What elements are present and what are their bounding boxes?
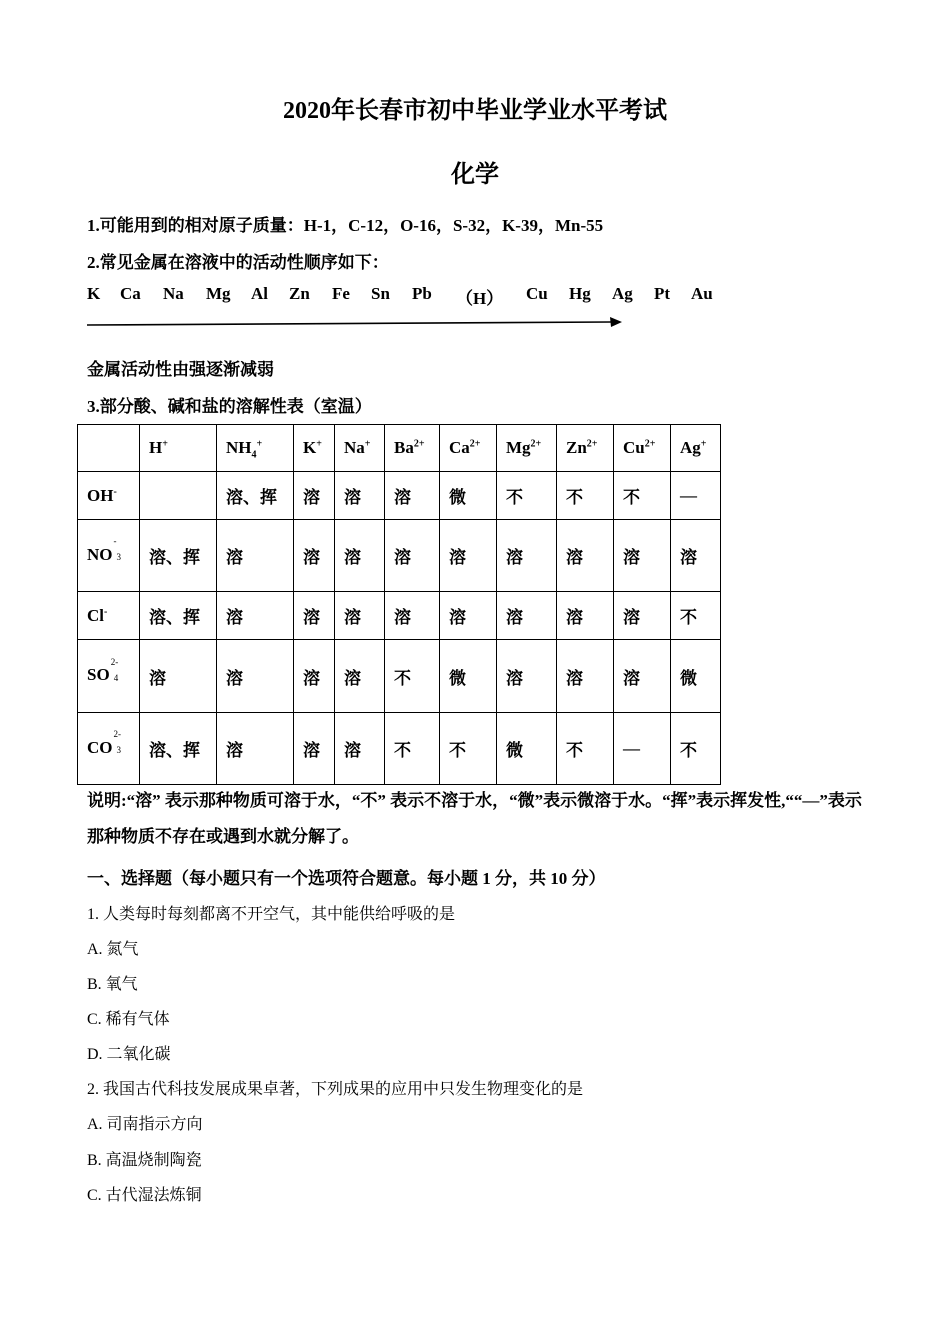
table-cell: 溶、挥 (140, 592, 217, 640)
table-explanation: 说明:“溶” 表示那种物质可溶于水，“不” 表示不溶于水，“微”表示微溶于水。“挥”表示挥发性,““—”表示那种物质不存在或遇到水就分解了。 (87, 791, 862, 846)
metal-symbol: Hg (569, 284, 591, 303)
table-cell: 不 (557, 472, 614, 520)
table-cell: 溶 (497, 520, 557, 592)
table-cell: 不 (385, 640, 440, 713)
table-cell: 微 (440, 472, 497, 520)
table-cell: 溶 (497, 592, 557, 640)
cation-header: $Mg^{2+}$ (497, 425, 557, 472)
metal-symbol: Pt (654, 284, 671, 303)
table-cell: 溶 (385, 520, 440, 592)
table-cell: 不 (671, 713, 721, 785)
table-cell: 溶 (440, 520, 497, 592)
note-atomic-masses: 1.可能用到的相对原子质量：H-1，C-12，O-16，S-32，K-39，Mn-55 (87, 216, 604, 235)
table-row (78, 472, 721, 520)
cation-header: $NH_4^+$ (217, 425, 294, 472)
anion-header: OH- (78, 472, 140, 520)
option-d[interactable]: D. 二氧化碳 (87, 1046, 171, 1063)
table-cell: 溶 (557, 640, 614, 713)
table-cell: 溶 (217, 592, 294, 640)
table-cell: — (614, 713, 671, 785)
table-cell: 溶 (335, 592, 385, 640)
table-cell: 溶 (440, 592, 497, 640)
table-cell: 溶 (385, 472, 440, 520)
option-a[interactable]: A. 司南指示方向 (87, 1116, 203, 1133)
table-cell: — (671, 472, 721, 520)
cation-header: Na+ (335, 425, 385, 472)
table-cell: 溶 (497, 640, 557, 713)
table-cell: 溶 (335, 640, 385, 713)
table-cell: 不 (440, 713, 497, 785)
page-title: 2020年长春市初中毕业学业水平考试 (283, 98, 667, 124)
metal-symbol: Ag (612, 284, 633, 303)
table-cell: 溶 (217, 520, 294, 592)
cation-header: Ag+ (671, 425, 721, 472)
table-cell: 微 (440, 640, 497, 713)
option-c[interactable]: C. 古代湿法炼铜 (87, 1187, 202, 1204)
table-cell: 不 (385, 713, 440, 785)
table-cell: 溶 (335, 520, 385, 592)
table-cell: 溶 (557, 520, 614, 592)
table-cell: 不 (557, 713, 614, 785)
option-b[interactable]: B. 氧气 (87, 976, 138, 993)
cation-header: K+ (294, 425, 335, 472)
option-c[interactable]: C. 稀有气体 (87, 1011, 170, 1028)
section-heading: 一、选择题（每小题只有一个选项符合题意。每小题 1 分，共 10 分） (87, 869, 606, 888)
anion-header: CO 2- 3 (78, 713, 140, 785)
metal-symbol: （H） (456, 289, 504, 308)
table-cell: 溶 (614, 640, 671, 713)
note-activity-series: 2.常见金属在溶液中的活动性顺序如下： (87, 253, 389, 272)
anion-header: NO - 3 (78, 520, 140, 592)
cation-header: $Cu^{2+}$ (614, 425, 671, 472)
table-cell: 溶 (217, 640, 294, 713)
table-cell: 溶 (217, 713, 294, 785)
metal-symbol: Fe (332, 284, 350, 303)
option-b[interactable]: B. 高温烧制陶瓷 (87, 1152, 202, 1169)
note-solubility-table: 3.部分酸、碱和盐的溶解性表（室温） (87, 397, 372, 416)
activity-arrow-icon (86, 312, 631, 332)
activity-caption: 金属活动性由强逐渐减弱 (87, 360, 274, 379)
anion-header: SO 2- 4 (78, 640, 140, 713)
table-header-row (78, 425, 721, 472)
table-cell: 溶 (294, 592, 335, 640)
table-cell: 溶 (557, 592, 614, 640)
solubility-table (77, 424, 721, 785)
table-cell: 溶 (671, 520, 721, 592)
table-cell: 溶 (335, 472, 385, 520)
cation-header: H+ (140, 425, 217, 472)
table-row (78, 713, 721, 785)
table-cell: 溶 (614, 520, 671, 592)
cation-header: $Ba^{2+}$ (385, 425, 440, 472)
table-cell: 不 (497, 472, 557, 520)
metal-symbol: Sn (371, 284, 390, 303)
metal-symbol: Au (691, 284, 713, 303)
table-cell: 溶 (385, 592, 440, 640)
question-stem: 2. 我国古代科技发展成果卓著，下列成果的应用中只发生物理变化的是 (87, 1081, 584, 1098)
table-cell: 溶 (294, 640, 335, 713)
table-cell (140, 472, 217, 520)
table-cell: 溶 (294, 472, 335, 520)
table-cell: 溶 (335, 713, 385, 785)
metal-symbol: Na (163, 284, 184, 303)
anion-header: Cl- (78, 592, 140, 640)
table-row (78, 640, 721, 713)
table-row (78, 520, 721, 592)
metal-symbol: Cu (526, 284, 548, 303)
table-cell: 溶、挥 (140, 713, 217, 785)
metal-symbol: Al (251, 284, 268, 303)
metal-symbol: Zn (289, 284, 310, 303)
table-cell: 微 (671, 640, 721, 713)
table-cell: 不 (614, 472, 671, 520)
table-cell: 溶 (294, 520, 335, 592)
table-cell: 溶 (294, 713, 335, 785)
metal-symbol: Mg (206, 284, 231, 303)
subject-title: 化学 (451, 162, 499, 188)
table-row (78, 592, 721, 640)
cation-header: $Ca^{2+}$ (440, 425, 497, 472)
question-stem: 1. 人类每时每刻都离不开空气，其中能供给呼吸的是 (87, 906, 456, 923)
metal-symbol: K (87, 284, 101, 303)
table-corner-cell (78, 425, 140, 472)
metal-activity-series (87, 284, 747, 306)
metal-symbol: Ca (120, 284, 141, 303)
table-cell: 溶 (140, 640, 217, 713)
table-cell: 溶、挥 (140, 520, 217, 592)
table-cell: 溶、挥 (217, 472, 294, 520)
table-cell: 不 (671, 592, 721, 640)
metal-symbol: Pb (412, 284, 432, 303)
cation-header: $Zn^{2+}$ (557, 425, 614, 472)
table-cell: 溶 (614, 592, 671, 640)
option-a[interactable]: A. 氮气 (87, 941, 139, 958)
table-cell: 微 (497, 713, 557, 785)
